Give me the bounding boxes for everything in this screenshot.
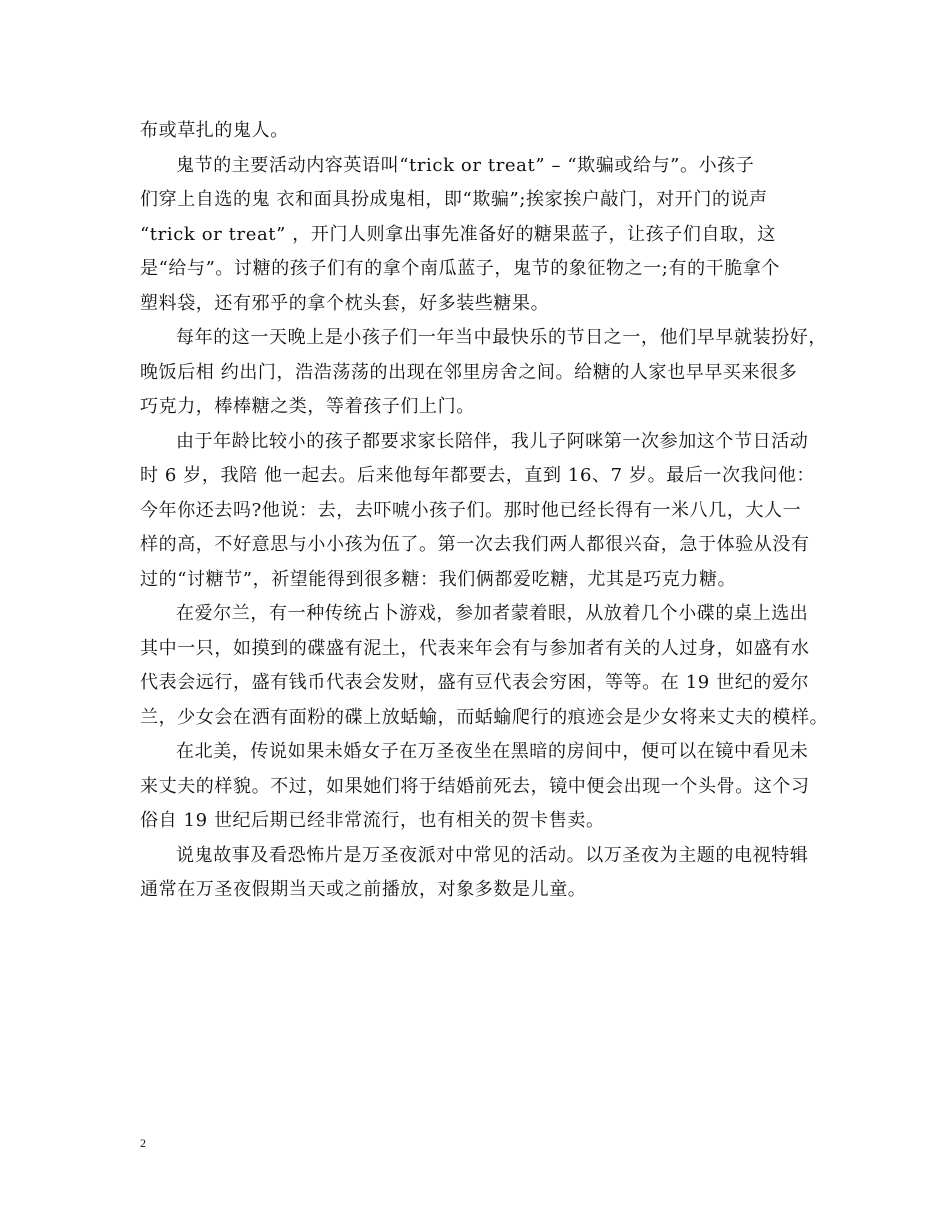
text-line: 来丈夫的样貌。不过，如果她们将于结婚前死去，镜中便会出现一个头骨。这个习: [140, 775, 810, 797]
text-line: 说鬼故事及看恐怖片是万圣夜派对中常见的活动。以万圣夜为主题的电视特辑: [176, 844, 809, 866]
text-line: 今年你还去吗?他说：去，去吓唬小孩子们。那时他已经长得有一米八几，大人一: [140, 499, 802, 521]
text-line: 塑料袋，还有邪乎的拿个枕头套，好多装些糖果。: [140, 292, 550, 314]
text-line: 代表会远行，盛有钱币代表会发财，盛有豆代表会穷困，等等。在 19 世纪的爱尔: [140, 672, 810, 693]
text-line: 鬼节的主要活动内容英语叫“trick or treat” – “欺骗或给与”。小孩子: [176, 154, 755, 176]
text-line: 由于年龄比较小的孩子都要求家长陪伴，我儿子阿咪第一次参加这个节日活动: [176, 430, 809, 452]
text-line: 巧克力，棒棒糖之类，等着孩子们上门。: [140, 396, 475, 417]
text-line: 每年的这一天晚上是小孩子们一年当中最快乐的节日之一，他们早早就装扮好，: [176, 327, 827, 348]
text-line: 俗自 19 世纪后期已经非常流行，也有相关的贺卡售卖。: [140, 810, 605, 831]
text-line: “trick or treat” ，开门人则拿出事先准备好的糖果蓝子，让孩子们自取，这: [140, 223, 776, 245]
text-line: 们穿上自选的鬼 衣和面具扮成鬼相，即“欺骗”;挨家挨户敲门，对开门的说声: [140, 189, 768, 210]
text-line: 是“给与”。讨糖的孩子们有的拿个南瓜蓝子，鬼节的象征物之一;有的干脆拿个: [140, 258, 781, 279]
text-line: 时 6 岁，我陪 他一起去。后来他每年都要去，直到 16、7 岁。最后一次我问他：: [140, 465, 816, 486]
text-line: 兰，少女会在洒有面粉的碟上放蛞蝓，而蛞蝓爬行的痕迹会是少女将来丈夫的模样。: [140, 706, 829, 728]
text-line: 在北美，传说如果未婚女子在万圣夜坐在黑暗的房间中，便可以在镜中看见未: [176, 741, 809, 762]
text-line: 过的“讨糖节”，祈望能得到很多糖：我们俩都爱吃糖，尤其是巧克力糖。: [140, 568, 737, 590]
text-line: 样的高，不好意思与小小孩为伍了。第一次去我们两人都很兴奋，急于体验从没有: [140, 534, 810, 555]
text-line: 通常在万圣夜假期当天或之前播放，对象多数是儿童。: [140, 879, 587, 900]
text-line: 其中一只，如摸到的碟盛有泥土，代表来年会有与参加者有关的人过身，如盛有水: [140, 637, 810, 659]
text-line: 在爱尔兰，有一种传统占卜游戏，参加者蒙着眼，从放着几个小碟的桌上选出: [176, 603, 809, 624]
document-body: [140, 114, 829, 908]
page-number: 2: [140, 1136, 146, 1150]
text-line: 晚饭后相 约出门，浩浩荡荡的出现在邻里房舍之间。给糖的人家也早早买来很多: [140, 361, 798, 383]
text-line: 布或草扎的鬼人。: [140, 120, 289, 141]
